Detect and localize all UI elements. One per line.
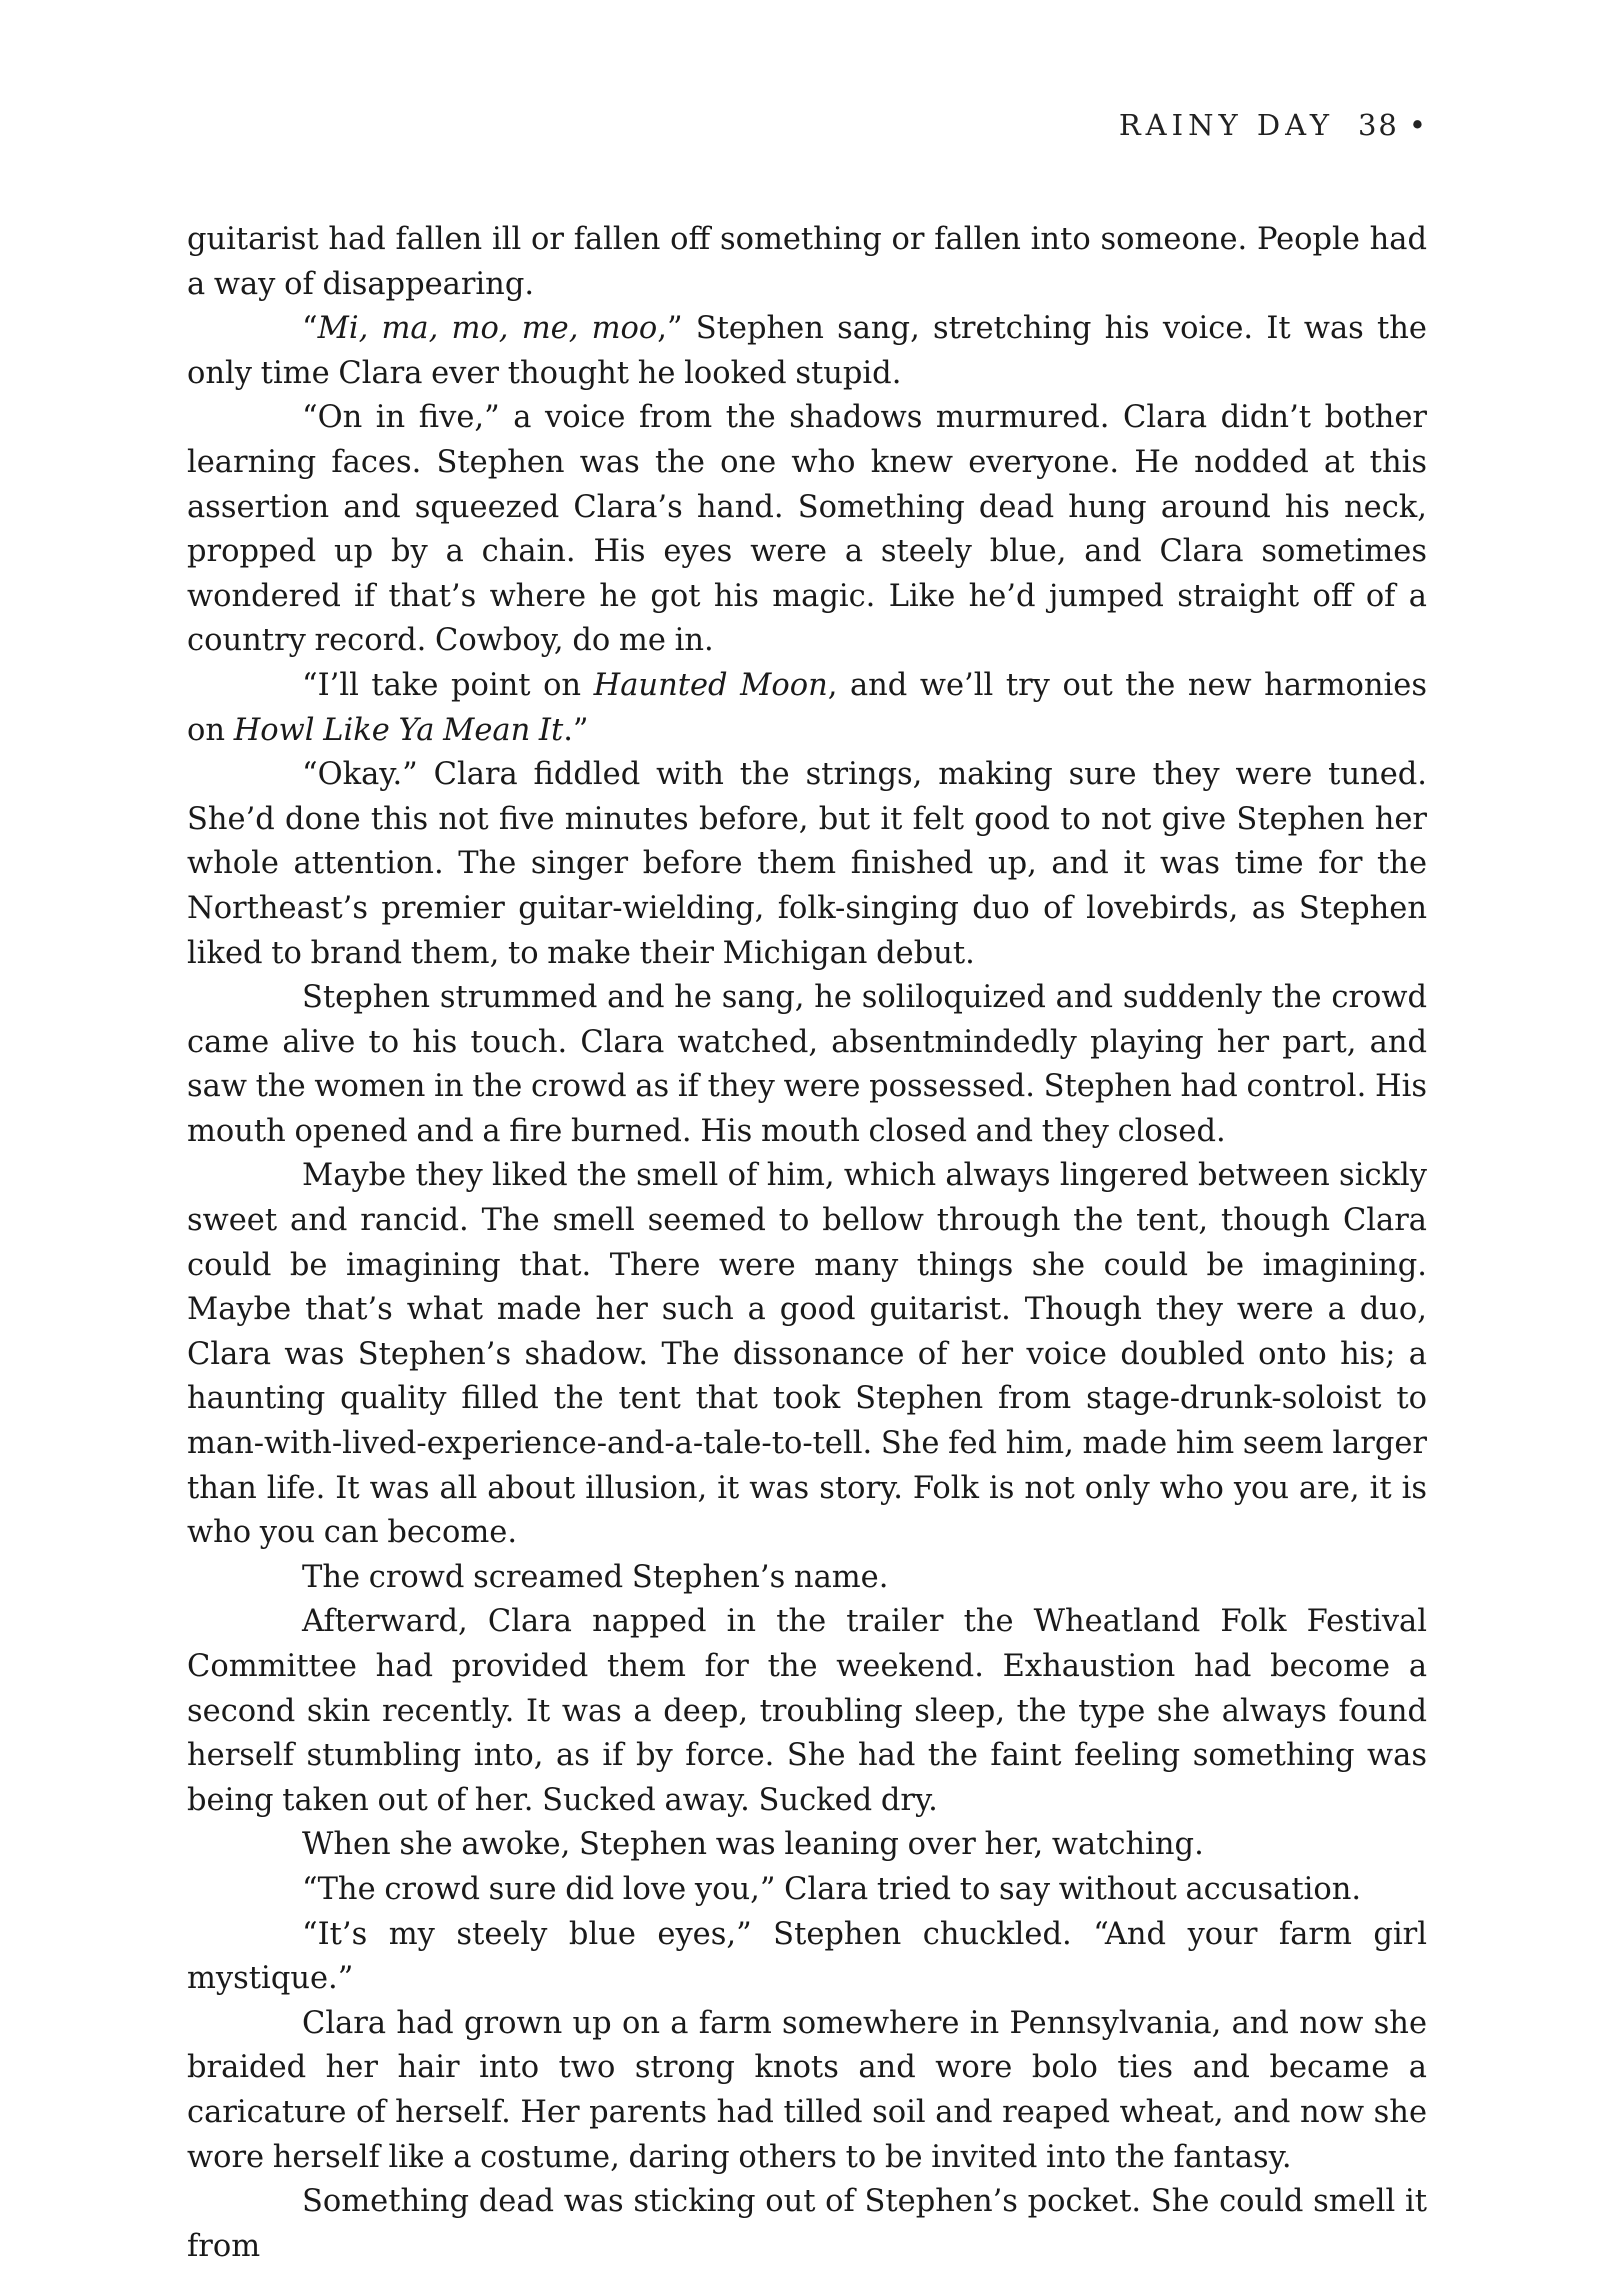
text-segment: The crowd screamed Stephen’s name. xyxy=(302,1559,889,1595)
italic-text: Mi, ma, mo, me, moo xyxy=(317,311,658,347)
paragraph xyxy=(187,753,1427,976)
running-head xyxy=(1119,108,1426,142)
text-segment: “The crowd sure did love you,” Clara tried to say without accusation. xyxy=(302,1871,1362,1907)
text-segment: Something dead was sticking out of Stephen’s pocket. She could smell it from xyxy=(187,2184,1427,2264)
page-number: 38 xyxy=(1357,108,1399,142)
paragraph xyxy=(187,2180,1427,2269)
paragraph xyxy=(187,1154,1427,1555)
bullet-glyph: • xyxy=(1408,108,1426,142)
paragraph xyxy=(187,976,1427,1154)
text-segment: Afterward, Clara napped in the trailer the Wheatland Folk Festival Committee had provided them for the weekend. Exhaustion had become a second skin recently. It was a deep, troubling sleep, the type she always found herself stumbling into, as if by force. She had the faint feeling something was being taken out of her. Sucked away. Sucked dry. xyxy=(187,1604,1427,1818)
paragraph xyxy=(187,1600,1427,1823)
italic-text: Haunted Moon xyxy=(593,667,828,703)
chapter-title: RAINY DAY xyxy=(1118,108,1334,142)
text-segment: “Okay.” Clara fiddled with the strings, making sure they were tuned. She’d done this not five minutes before, but it felt good to not give Stephen her whole attention. The singer before them finished up, and it was time for the Northeast’s premier guitar-wielding, folk-singing duo of lovebirds, as Stephen liked to brand them, to make their Michigan debut. xyxy=(187,757,1427,971)
text-segment: Maybe they liked the smell of him, which always lingered between sickly sweet and rancid. The smell seemed to bellow through the tent, though Clara could be imagining that. There were many things she could be imagining. Maybe that’s what made her such a good guitarist. Though they were a duo, Clara was Stephen’s shadow. The dissonance of her voice doubled onto his; a haunting quality filled the tent that took Stephen from stage-drunk-soloist to man-with-lived-experience-and-a-tale-to-tell. She fed him, made him seem larger than life. It was all about illusion, it was story. Folk is not only who you are, it is who you can become. xyxy=(187,1158,1427,1551)
text-segment: .” xyxy=(563,712,589,748)
italic-text: Howl Like Ya Mean It xyxy=(233,712,564,748)
text-segment: “It’s my steely blue eyes,” Stephen chuckled. “And your farm girl mystique.” xyxy=(187,1916,1427,1997)
paragraph xyxy=(187,1868,1427,1913)
text-segment: “On in five,” a voice from the shadows murmured. Clara didn’t bother learning faces. Stephen was the one who knew everyone. He nodded at this assertion and squeezed Clara’s hand. Something dead hung around his neck, propped up by a chain. His eyes were a steely blue, and Clara sometimes wondered if that’s where he got his magic. Like he’d jumped straight off of a country record. Cowboy, do me in. xyxy=(187,400,1427,659)
paragraph xyxy=(187,2002,1427,2180)
text-segment: “ xyxy=(302,311,318,347)
paragraph xyxy=(187,307,1427,396)
paragraph xyxy=(187,1913,1427,2002)
paragraph xyxy=(187,1556,1427,1601)
paragraph xyxy=(187,1823,1427,1868)
paragraph xyxy=(187,218,1427,307)
text-segment: guitarist had fallen ill or fallen off something or fallen into someone. People had a way of disappearing. xyxy=(187,222,1427,302)
text-segment: Stephen strummed and he sang, he soliloquized and suddenly the crowd came alive to his touch. Clara watched, absentmindedly playing her part, and saw the women in the crowd as if they were possessed. Stephen had control. His mouth opened and a fire burned. His mouth closed and they closed. xyxy=(187,980,1427,1149)
text-segment: “I’ll take point on xyxy=(302,667,594,703)
text-segment: Clara had grown up on a farm somewhere in Pennsylvania, and now she braided her hair into two strong knots and wore bolo ties and became a caricature of herself. Her parents had tilled soil and reaped wheat, and now she wore herself like a costume, daring others to be invited into the fantasy. xyxy=(187,2005,1427,2175)
paragraph xyxy=(187,664,1427,753)
paragraph xyxy=(187,396,1427,664)
text-segment: When she awoke, Stephen was leaning over her, watching. xyxy=(302,1827,1204,1863)
body-text xyxy=(187,218,1427,2269)
text-segment: ,” Stephen sang, stretching his voice. It was the only time Clara ever thought he looked stupid. xyxy=(187,311,1427,391)
text-segment: , and we’ll try out the new harmonies on xyxy=(187,667,1427,748)
